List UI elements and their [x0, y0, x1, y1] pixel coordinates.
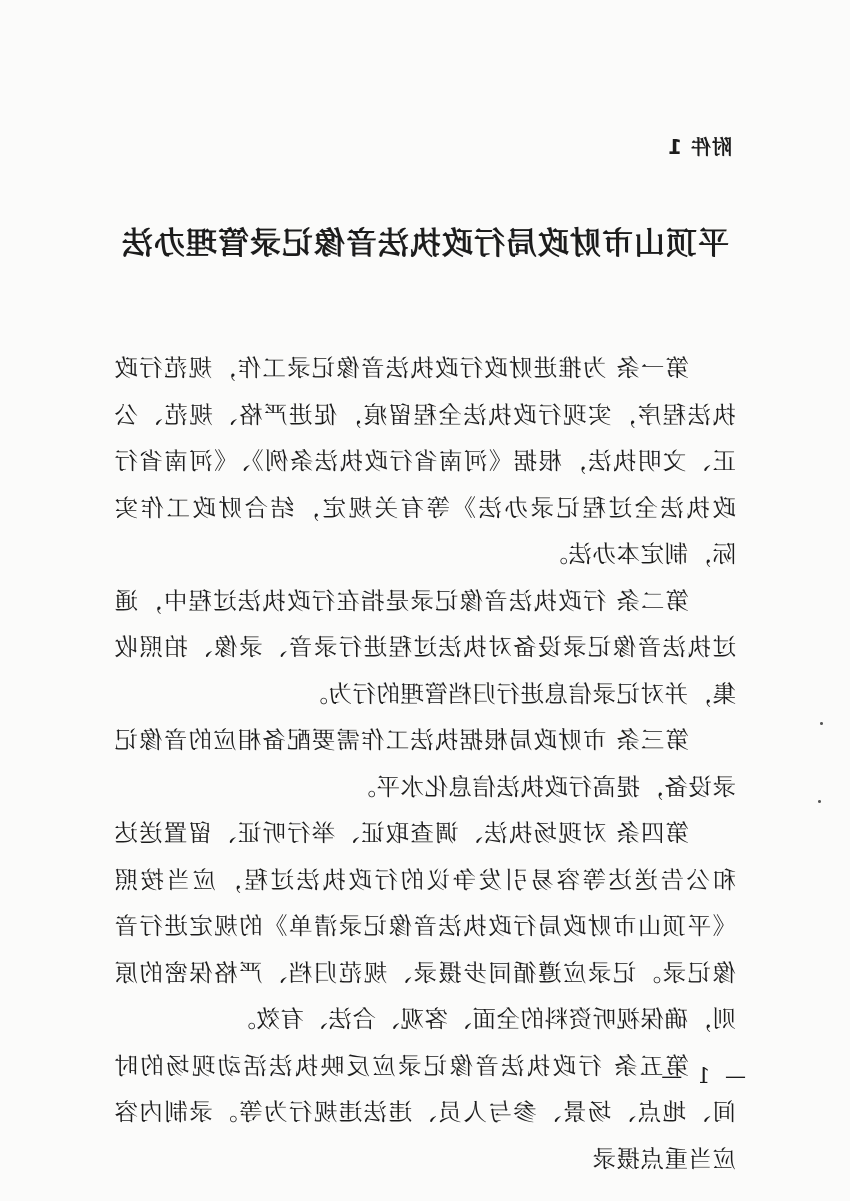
page-number: — 1 —	[657, 1064, 746, 1088]
article-3: 第三条 市财政局根据执法工作需要配备相应的音像记录设备，提高行政执法信息化水平。	[114, 726, 736, 801]
article-5: 第五条 行政执法音像记录应反映执法活动现场的时间、地点、场景、参与人员、违法违规行为等。录制内容应当重点摄录	[114, 1051, 736, 1173]
article-1: 第一条 为推进财政行政执法音像记录工作，规范行政执法程序，实现行政执法全程留痕，促进严格、规范、公正、文明执法，根据《河南省行政执法条例》、《河南省行政执法全过程记录办法》等有关规定，结合财政工作实际，制定本办法。	[114, 354, 736, 568]
article-2: 第二条 行政执法音像记录是指在行政执法过程中，通过执法音像记录设备对执法过程进行录音、录像、拍照收集，并对记录信息进行归档管理的行为。	[114, 586, 736, 708]
scan-speck	[820, 722, 823, 725]
attachment-label: 附件 1	[667, 135, 732, 159]
document-title: 平顶山市财政局行政执法音像记录管理办法	[121, 226, 729, 262]
document-body	[114, 345, 736, 1182]
article-4: 第四条 对现场执法、调查取证、举行听证、留置送达和公告送达等容易引发争议的行政执法过程，应当按照《平顶山市财政局行政执法音像记录清单》的规定进行音像记录。记录应遵循同步摄录、规范归档、严格保密的原则，确保视听资料的全面、客观、合法、有效。	[114, 819, 736, 1033]
scan-speck	[818, 800, 821, 803]
